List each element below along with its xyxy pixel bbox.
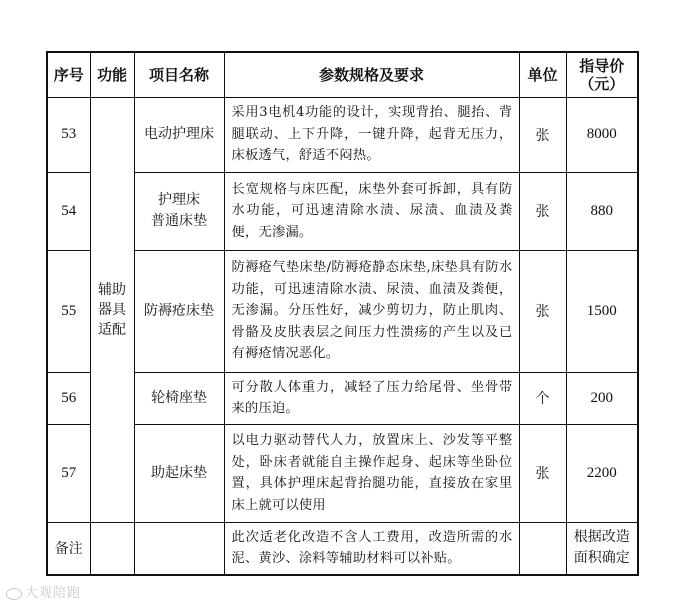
header-spec: 参数规格及要求 <box>224 52 519 97</box>
function-group-cell <box>90 97 134 522</box>
row-spec: 采用3电机4功能的设计，实现背抬、腿抬、背腿联动、上下升降，一键升降，起背无压力，床板透气，舒适不闷热。 <box>224 97 519 172</box>
table-row <box>47 250 638 372</box>
header-price-line1: 指导价 <box>579 56 625 75</box>
row-unit: 张 <box>519 250 566 372</box>
watermark-text: 大观陪跑 <box>25 586 82 601</box>
note-empty-unit <box>519 522 566 575</box>
row-price: 2200 <box>566 424 638 522</box>
function-group-line3: 适配 <box>98 321 126 338</box>
item-name-line1: 轮椅座垫 <box>151 389 207 406</box>
note-spec: 此次适老化改造不含人工费用，改造所需的水泥、黄沙、涂料等辅助材料可以补贴。 <box>224 522 519 575</box>
note-price-line1: 根据改造 <box>573 529 630 546</box>
header-unit: 单位 <box>519 52 566 97</box>
table-row <box>47 424 638 522</box>
row-spec: 以电力驱动替代人力，放置床上、沙发等平整处，卧床者就能自主操作起身、起床等坐卧位置，具体护理床起背抬腿功能，直接放在家里床上就可以使用 <box>224 424 519 522</box>
row-seq: 57 <box>47 424 90 522</box>
header-price-line2: （元） <box>579 74 625 93</box>
row-seq: 55 <box>47 250 90 372</box>
note-empty-function <box>90 522 134 575</box>
table-row <box>47 372 638 424</box>
row-item-name <box>134 172 224 250</box>
row-seq: 54 <box>47 172 90 250</box>
note-price <box>566 522 638 575</box>
header-row <box>47 52 638 97</box>
row-item-name <box>134 372 224 424</box>
note-empty-name <box>134 522 224 575</box>
row-item-name <box>134 424 224 522</box>
item-name-line1: 防褥疮床垫 <box>144 302 214 319</box>
item-name-line1: 电动护理床 <box>144 126 214 142</box>
table-row <box>47 97 638 172</box>
row-seq: 56 <box>47 372 90 424</box>
item-name-line2: 普通床垫 <box>151 213 207 229</box>
note-price-line2: 面积确定 <box>573 550 630 567</box>
row-unit: 个 <box>519 372 566 424</box>
price-guide-table <box>46 51 639 576</box>
row-price: 1500 <box>566 250 638 372</box>
row-spec: 可分散人体重力，减轻了压力给尾骨、坐骨带来的压迫。 <box>224 372 519 424</box>
note-label: 备注 <box>47 522 90 575</box>
row-price: 880 <box>566 172 638 250</box>
row-spec: 长宽规格与床匹配，床垫外套可拆卸，具有防水功能，可迅速清除水渍、尿渍、血渍及粪便，无渗漏。 <box>224 172 519 250</box>
table-row <box>47 172 638 250</box>
function-group-line1: 辅助 <box>98 281 126 298</box>
row-item-name <box>134 97 224 172</box>
header-function: 功能 <box>90 52 134 97</box>
row-seq: 53 <box>47 97 90 172</box>
row-unit: 张 <box>519 424 566 522</box>
row-item-name <box>134 250 224 372</box>
watermark <box>6 582 81 601</box>
watermark-logo-icon <box>6 588 22 600</box>
row-price: 8000 <box>566 97 638 172</box>
note-row <box>47 522 638 575</box>
header-seq: 序号 <box>47 52 90 97</box>
row-spec: 防褥疮气垫床垫/防褥疮静态床垫,床垫具有防水功能，可迅速清除水渍、尿渍、血渍及粪便，无渗漏。分压性好，减少剪切力，防止肌肉、骨骼及皮肤表层之间压力性溃疡的产生以及已有褥疮情况恶化。 <box>224 250 519 372</box>
row-price: 200 <box>566 372 638 424</box>
header-item-name: 项目名称 <box>134 52 224 97</box>
item-name-line1: 助起床垫 <box>151 464 207 481</box>
row-unit: 张 <box>519 97 566 172</box>
header-price <box>566 52 638 97</box>
row-unit: 张 <box>519 172 566 250</box>
item-name-line1: 护理床 <box>158 192 200 208</box>
function-group-line2: 器具 <box>98 301 126 318</box>
